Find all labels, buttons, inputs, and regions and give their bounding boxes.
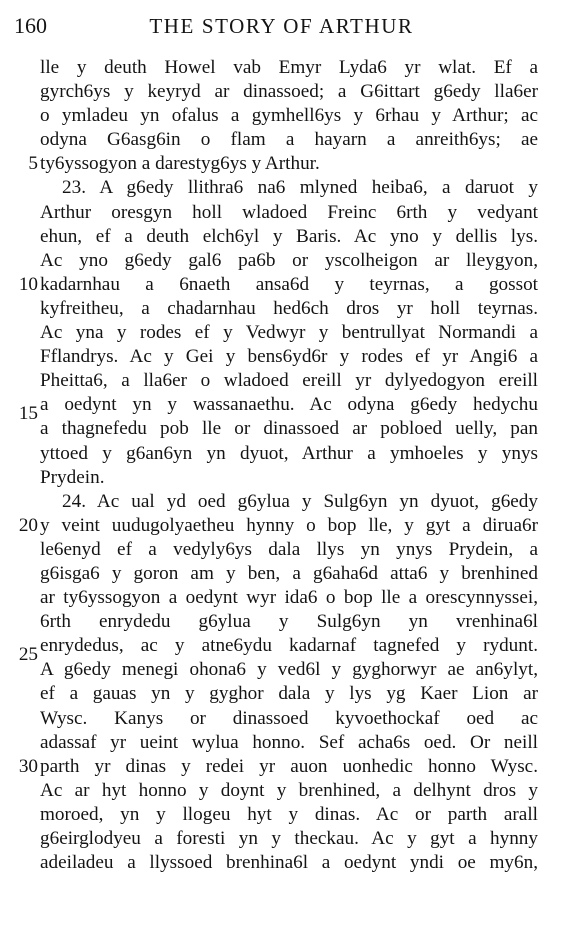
line-text: a thagnefedu pob lle or dinassoed ar pobloed uelly, pan [40,418,538,440]
line-number: 25 [18,644,38,666]
line-text: gyrch6ys y keyryd ar dinassoed; a G6ittart g6edy lla6er [40,81,538,103]
line-text: 24. Ac ual yd oed g6ylua y Sulg6yn yn dyuot, g6edy [62,490,538,512]
line-text: 23. A g6edy llithra6 na6 mlyned heiba6, a daruot y [62,177,538,199]
text-line [0,586,567,610]
line-number: 30 [18,755,38,777]
text-line [0,538,567,562]
line-text: enrydedus, ac y atne6ydu kadarnaf tagnefed y rydunt. [40,635,538,657]
text-line [0,369,567,393]
text-line [0,803,567,827]
text-line [0,321,567,345]
line-number: 5 [28,153,38,175]
line-text: kyfreitheu, a chadarnhau hed6ch dros yr holl teyrnas. [40,297,538,319]
line-text: a oedynt yn y wassanaethu. Ac odyna g6edy hedychu [40,394,538,416]
line-text: yttoed y g6an6yn yn dyuot, Arthur a ymhoeles y ynys [40,442,538,464]
line-text: adassaf yr ueint wylua honno. Sef acha6s oed. Or neill [40,731,538,753]
line-text: y veint uudugolyaetheu hynny o bop lle, y gyt a dirua6r [40,514,538,536]
line-text: Ac yna y rodes ef y Vedwyr y bentrullyat Normandi a [40,322,538,344]
text-line [0,755,567,779]
text-line [0,682,567,706]
running-title: THE STORY OF ARTHUR [149,14,414,38]
text-line [0,466,567,490]
line-text: ar ty6yssogyon a oedynt wyr ida6 o bop lle a orescynnyssei, [40,587,538,609]
text-line [0,442,567,466]
line-text: A g6edy menegi ohona6 y ved6l y gyghorwyr ae an6ylyt, [40,659,538,681]
text-line [0,610,567,634]
text-line [0,152,567,176]
text-line [0,779,567,803]
line-text: Ac ar hyt honno y doynt y brenhined, a delhynt dros y [40,779,538,801]
line-text: odyna G6asg6in o flam a hayarn a anreith6ys; ae [40,129,538,151]
text-line [0,176,567,200]
text-line [0,297,567,321]
line-text: Arthur oresgyn holl wladoed Freinc 6rth y vedyant [40,201,538,223]
line-text: g6isga6 y goron am y ben, a g6aha6d atta6 y brenhined [40,562,538,584]
line-text: moroed, yn y llogeu hyt y dinas. Ac or parth arall [40,803,538,825]
text-line [0,514,567,538]
line-text: o ymladeu yn ofalus a gymhell6ys y 6rhau y Arthur; ac [40,105,538,127]
text-line [0,225,567,249]
text-line [0,490,567,514]
body-text [0,56,567,875]
text-line [0,707,567,731]
text-line [0,417,567,441]
line-text: adeiladeu a llyssoed brenhina6l a oedynt yndi oe my6n, [40,852,538,874]
text-line [0,201,567,225]
line-number: 15 [18,403,38,425]
text-line [0,273,567,297]
line-number: 20 [18,514,38,536]
line-text: ehun, ef a deuth elch6yl y Baris. Ac yno y dellis lys. [40,225,538,247]
line-text: kadarnhau a 6naeth ansa6d y teyrnas, a gossot [40,273,538,295]
text-line [0,562,567,586]
text-line [0,658,567,682]
line-text: lle y deuth Howel vab Emyr Lyda6 yr wlat. Ef a [40,57,538,78]
line-text: 6rth enrydedu g6ylua y Sulg6yn yn vrenhina6l [40,611,538,633]
page-header [14,12,549,40]
page-number: 160 [14,13,47,38]
line-text: g6eirglodyeu a foresti yn y theckau. Ac y gyt a hynny [40,828,538,849]
text-line [0,851,567,875]
line-text: Prydein. [40,466,105,488]
line-text: Pheitta6, a lla6er o wladoed ereill yr dylyedogyon ereill [40,370,538,392]
line-text: Fflandrys. Ac y Gei y bens6yd6r y rodes ef yr Angi6 a [40,346,538,368]
line-text: parth yr dinas y redei yr auon uonhedic honno Wysc. [40,755,538,777]
text-line [0,128,567,152]
line-text: ef a gauas yn y gyghor dala y lys yg Kaer Lion ar [40,683,538,705]
text-line [0,80,567,104]
text-line [0,249,567,273]
line-text: Wysc. Kanys or dinassoed kyvoethockaf oed ac [40,707,538,729]
line-number: 10 [18,273,38,295]
line-text: Ac yno g6edy gal6 pa6b or yscolheigon ar lleygyon, [40,249,538,271]
line-text: ty6yssogyon a darestyg6ys y Arthur. [40,153,320,175]
text-line [0,827,567,851]
text-line [0,634,567,666]
text-line [0,393,567,425]
line-text: le6enyd ef a vedyly6ys dala llys yn ynys Prydein, a [40,538,538,560]
text-line [0,104,567,128]
text-line [0,731,567,755]
text-line [0,56,567,80]
text-line [0,345,567,369]
